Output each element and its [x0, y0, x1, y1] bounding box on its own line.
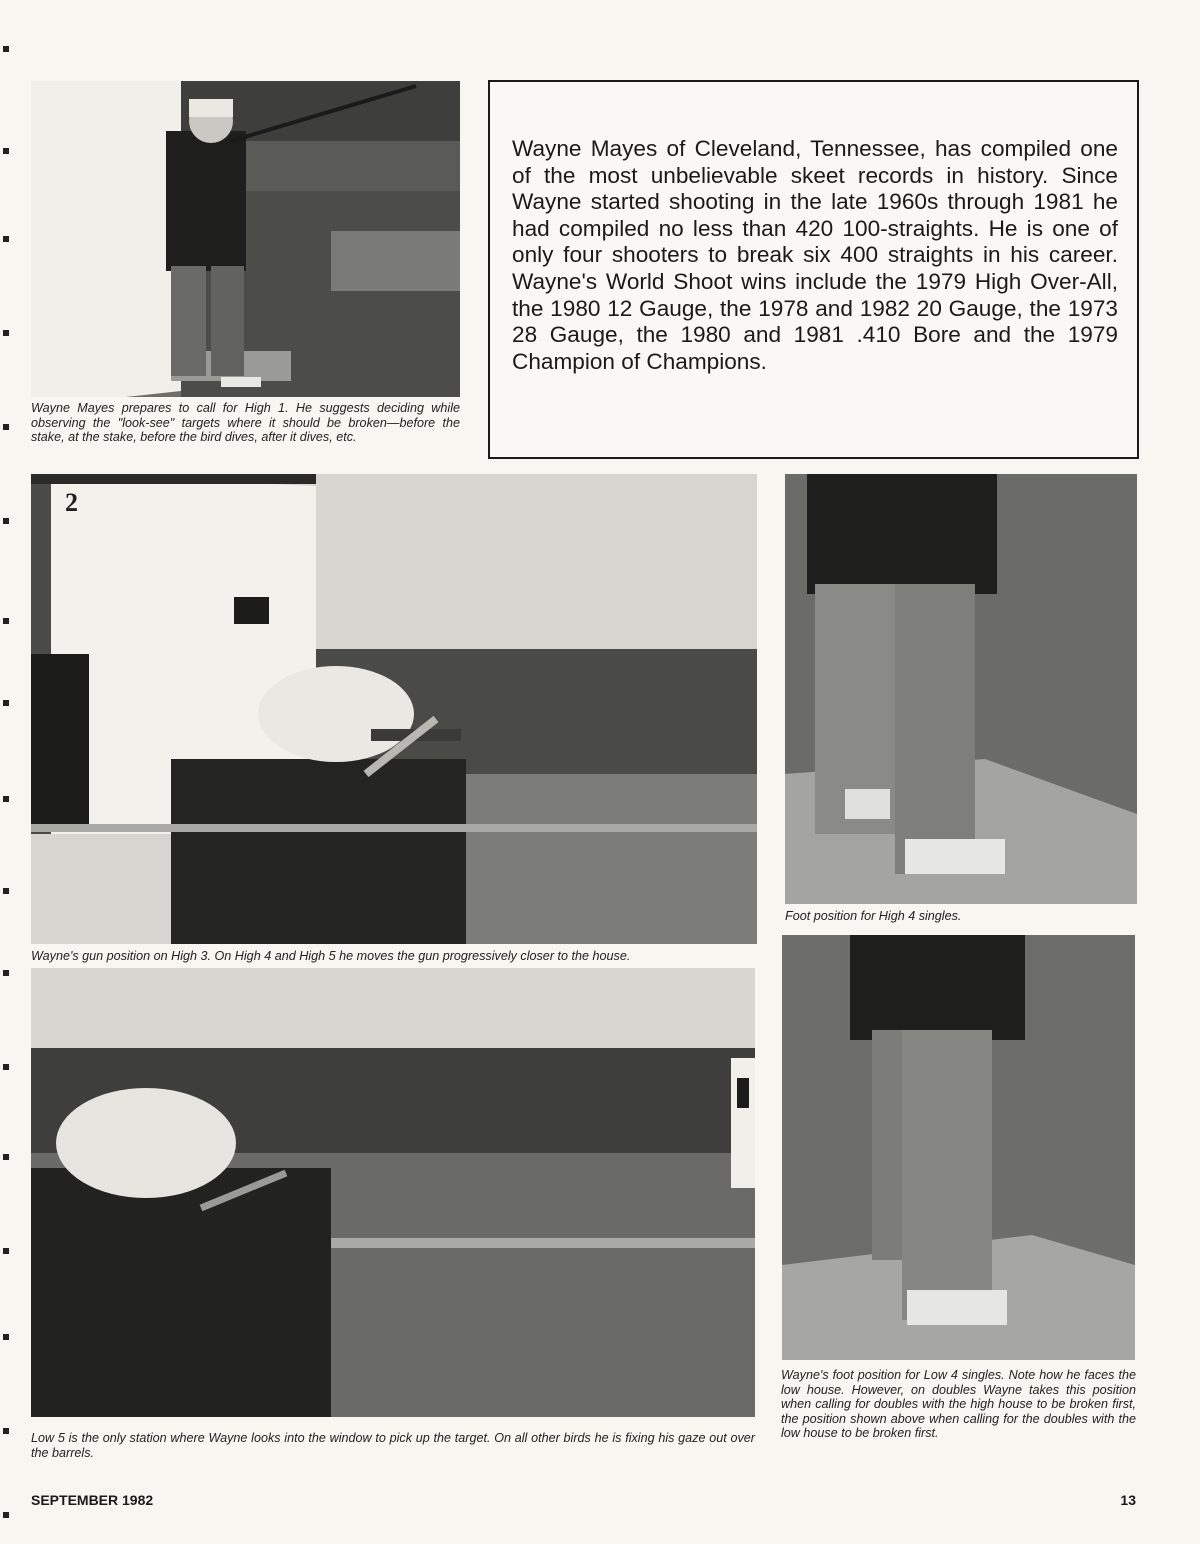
- margin-mark: [3, 1428, 9, 1434]
- caption-high3: Wayne's gun position on High 3. On High 4 and High 5 he moves the gun progressively closer to the house.: [31, 949, 631, 963]
- photo-high1: [31, 81, 460, 397]
- margin-mark: [3, 796, 9, 802]
- photo-low5: [31, 968, 755, 1417]
- margin-mark: [3, 700, 9, 706]
- caption-low5: Low 5 is the only station where Wayne looks into the window to pick up the target. On all other birds he is fixing his gaze out over the barrels.: [31, 1431, 755, 1460]
- margin-mark: [3, 330, 9, 336]
- photo-foot-low4: [782, 935, 1135, 1360]
- margin-mark: [3, 148, 9, 154]
- caption-high1: Wayne Mayes prepares to call for High 1. He suggests deciding while observing the "look-see" targets where it should be broken—before the stake, at the stake, before the bird dives, after it dives, etc.: [31, 401, 460, 445]
- margin-mark: [3, 1512, 9, 1518]
- margin-mark: [3, 236, 9, 242]
- photo-foot-high4: [785, 474, 1137, 904]
- margin-mark: [3, 618, 9, 624]
- margin-mark: [3, 424, 9, 430]
- footer-page-number: 13: [1120, 1492, 1136, 1508]
- margin-mark: [3, 1248, 9, 1254]
- sidebar-box: [488, 80, 1139, 459]
- caption-foot-high4: Foot position for High 4 singles.: [785, 909, 962, 923]
- margin-mark: [3, 1154, 9, 1160]
- margin-mark: [3, 1064, 9, 1070]
- margin-mark: [3, 888, 9, 894]
- margin-mark: [3, 46, 9, 52]
- margin-mark: [3, 970, 9, 976]
- station-sign: 2: [65, 488, 78, 517]
- caption-foot-low4: Wayne's foot position for Low 4 singles. Note how he faces the low house. However, on doubles Wayne takes this position when calling for doubles with the high house to be broken first, the position shown above when calling for the doubles with the low house to be broken first.: [781, 1368, 1136, 1441]
- sidebar-text: Wayne Mayes of Cleveland, Tennessee, has compiled one of the most unbelievable skeet records in history. Since Wayne started shooting in the late 1960s through 1981 he had compiled no less than 420 100-straights. He is one of only four shooters to break six 400 straights in his career. Wayne's World Shoot wins include the 1979 High Over-All, the 1980 12 Gauge, the 1978 and 1982 20 Gauge, the 1973 28 Gauge, the 1980 and 1981 .410 Bore and the 1979 Champion of Champions.: [512, 136, 1118, 374]
- margin-mark: [3, 518, 9, 524]
- photo-high3: [31, 474, 757, 944]
- margin-mark: [3, 1334, 9, 1340]
- footer-issue: SEPTEMBER 1982: [31, 1492, 154, 1508]
